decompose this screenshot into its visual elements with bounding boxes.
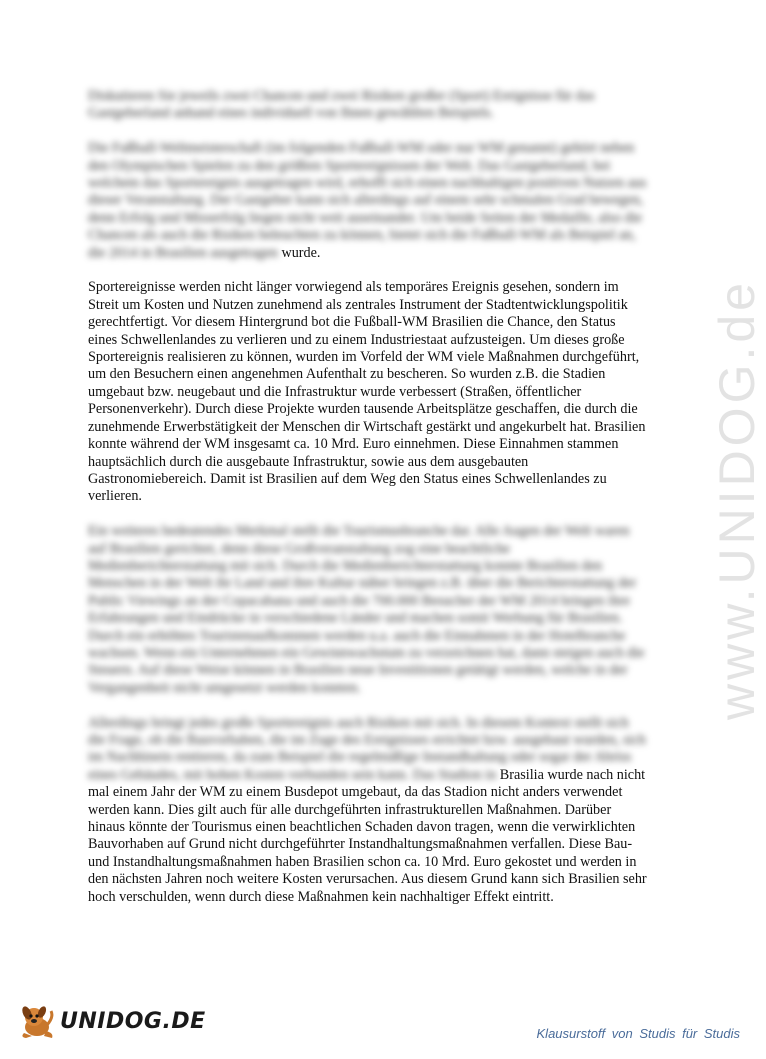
- footer-tagline: Klausurstoff von Studis für Studis: [536, 1026, 740, 1041]
- paragraph-1-clear: wurde.: [281, 244, 321, 261]
- paragraph-1-blurred: Die Fußball-Weltmeisterschaft (im folgenden Fußball-WM oder nur WM genannt) gehört neben den Olympischen Spielen zu den größten Sportereignissen der Welt. Das Gastgeberland, bei welchem das Sportereignis ausgetragen wird, erhofft sich einen nachhaltigen positiven Nutzen aus dieser Veranstaltung. Der Gastgeber kann sich allerdings auf einem sehr schmalen Grad bewegen, denn Erfolg und Misserfolg liegen nicht weit auseinander. Um beide Seiten der Medaille, also die Chancen als auch die Risiken beleuchten zu können, bietet sich die Fußball-WM als Beispiel an, die 2014 in Brasilien ausgetragen: [88, 140, 647, 261]
- intro-question: Diskutieren Sie jeweils zwei Chancen und zwei Risiken großer (Sport) Ereignisse für das Gastgeberland anhand eines individuell von Ihnen gewählten Beispiels.: [88, 88, 595, 122]
- paragraph-3: Ein weiteres bedeutendes Merkmal stellt die Tourismusbranche dar. Alle Augen der Welt waren auf Brasilien gerichtet, denn diese Großveranstaltung zog eine beachtliche Medienberichterstattung mit sich. Durch die Medienberichterstattung konnte Brasilien den Menschen in der Welt ihr Land und ihre Kultur näher bringen z.B. über die Berichterstattung der Public Viewings an der Copacabana und auch die 700.000 Besucher der WM 2014 bringen ihre Erfahrungen und Eindrücke in verschiedene Länder und machen somit Werbung für Brasilien. Durch ein erhöhtes Touristenaufkommen werden u.a. auch die Einnahmen in der Hotelbranche wachsen. Wenn ein Unternehmen ein Gewinnwachstum zu verzeichnen hat, dann steigen auch die Steuern. Auf diese Weise können in Brasilien neue Investitionen getätigt werden, welche in der Vergangenheit nicht umgesetzt werden konnten.: [88, 523, 645, 696]
- logo-text: UNIDOG.DE: [60, 1008, 206, 1034]
- unidog-logo[interactable]: [16, 1003, 206, 1039]
- paragraph-2: Sportereignisse werden nicht länger vorwiegend als temporäres Ereignis gesehen, sondern im Streit um Kosten und Nutzen zunehmend als zentrales Instrument der Stadtentwicklungspolitik gerechtfertigt. Vor diesem Hintergrund bot die Fußball-WM Brasilien die Chance, den Status eines Schwellenlandes zu verlieren und zu einem Industriestaat aufzusteigen. Um dieses große Sportereignis realisieren zu können, wurden im Vorfeld der WM viele Maßnahmen durchgeführt, um den Besuchern einen angenehmen Aufenthalt zu bescheren. So wurden z.B. die Stadien umgebaut bzw. neugebaut und die Infrastruktur wurde verbessert (Straßen, öffentlicher Personenverkehr). Durch diese Projekte wurden tausende Arbeitsplätze geschaffen, die durch die zunehmende Erwerbstätigkeit der Menschen dir Wirtschaft gestärkt und angekurbelt hat. Brasilien konnte während der WM insgesamt ca. 10 Mrd. Euro einnehmen. Diese Einnahmen stammen hauptsächlich durch die ausgebaute Infrastruktur, sowie aus dem ausgebauten Gastronomiebereich. Damit ist Brasilien auf dem Weg den Status eines Schwellenlandes zu verlieren.: [88, 279, 646, 505]
- paragraph-1: [88, 140, 648, 262]
- paragraph-4: [88, 715, 648, 906]
- document-body: [88, 88, 648, 923]
- paragraph-4-clear: Brasilia wurde nach nicht mal einem Jahr der WM zu einem Busdepot umgebaut, da das Stadion nicht anders verwendet werden kann. Dies gilt auch für alle durchgeführten infrastrukturellen Maßnahmen. Darüber hinaus könnte der Tourismus einen beachtlichen Schaden davon tragen, wenn die verwirklichten Bauvorhaben auf Grund nicht durchgeführter Instandhaltungsmaßnahmen verfallen. Diese Bau- und Instandhaltungsmaßnahmen haben Brasilien schon ca. 10 Mrd. Euro gekostet und werden in den nächsten Jahren noch weitere Kosten verursachen. Aus diesem Grund kann sich Brasilien sehr hoch verschulden, wenn durch diese Maßnahmen kein nachhaltiger Effekt eintritt.: [88, 766, 647, 905]
- paragraph-4-blurred: Allerdings bringt jedes große Sportereignis auch Risiken mit sich. In diesem Kontext stellt sich die Frage, ob die Bauvorhaben, die im Zuge des Ereignisses errichtet bzw. ausgebaut wurden, sich im Nachhinein rentieren, da zum Beispiel die regelmäßige Instandhaltung oder sogar der Abriss eines Gebäudes, mit hohen Kosten verbunden sein kann. Das Stadion in: [88, 714, 646, 783]
- watermark: www.UNIDOG.de: [709, 279, 765, 720]
- dog-mascot-icon: [16, 1003, 58, 1039]
